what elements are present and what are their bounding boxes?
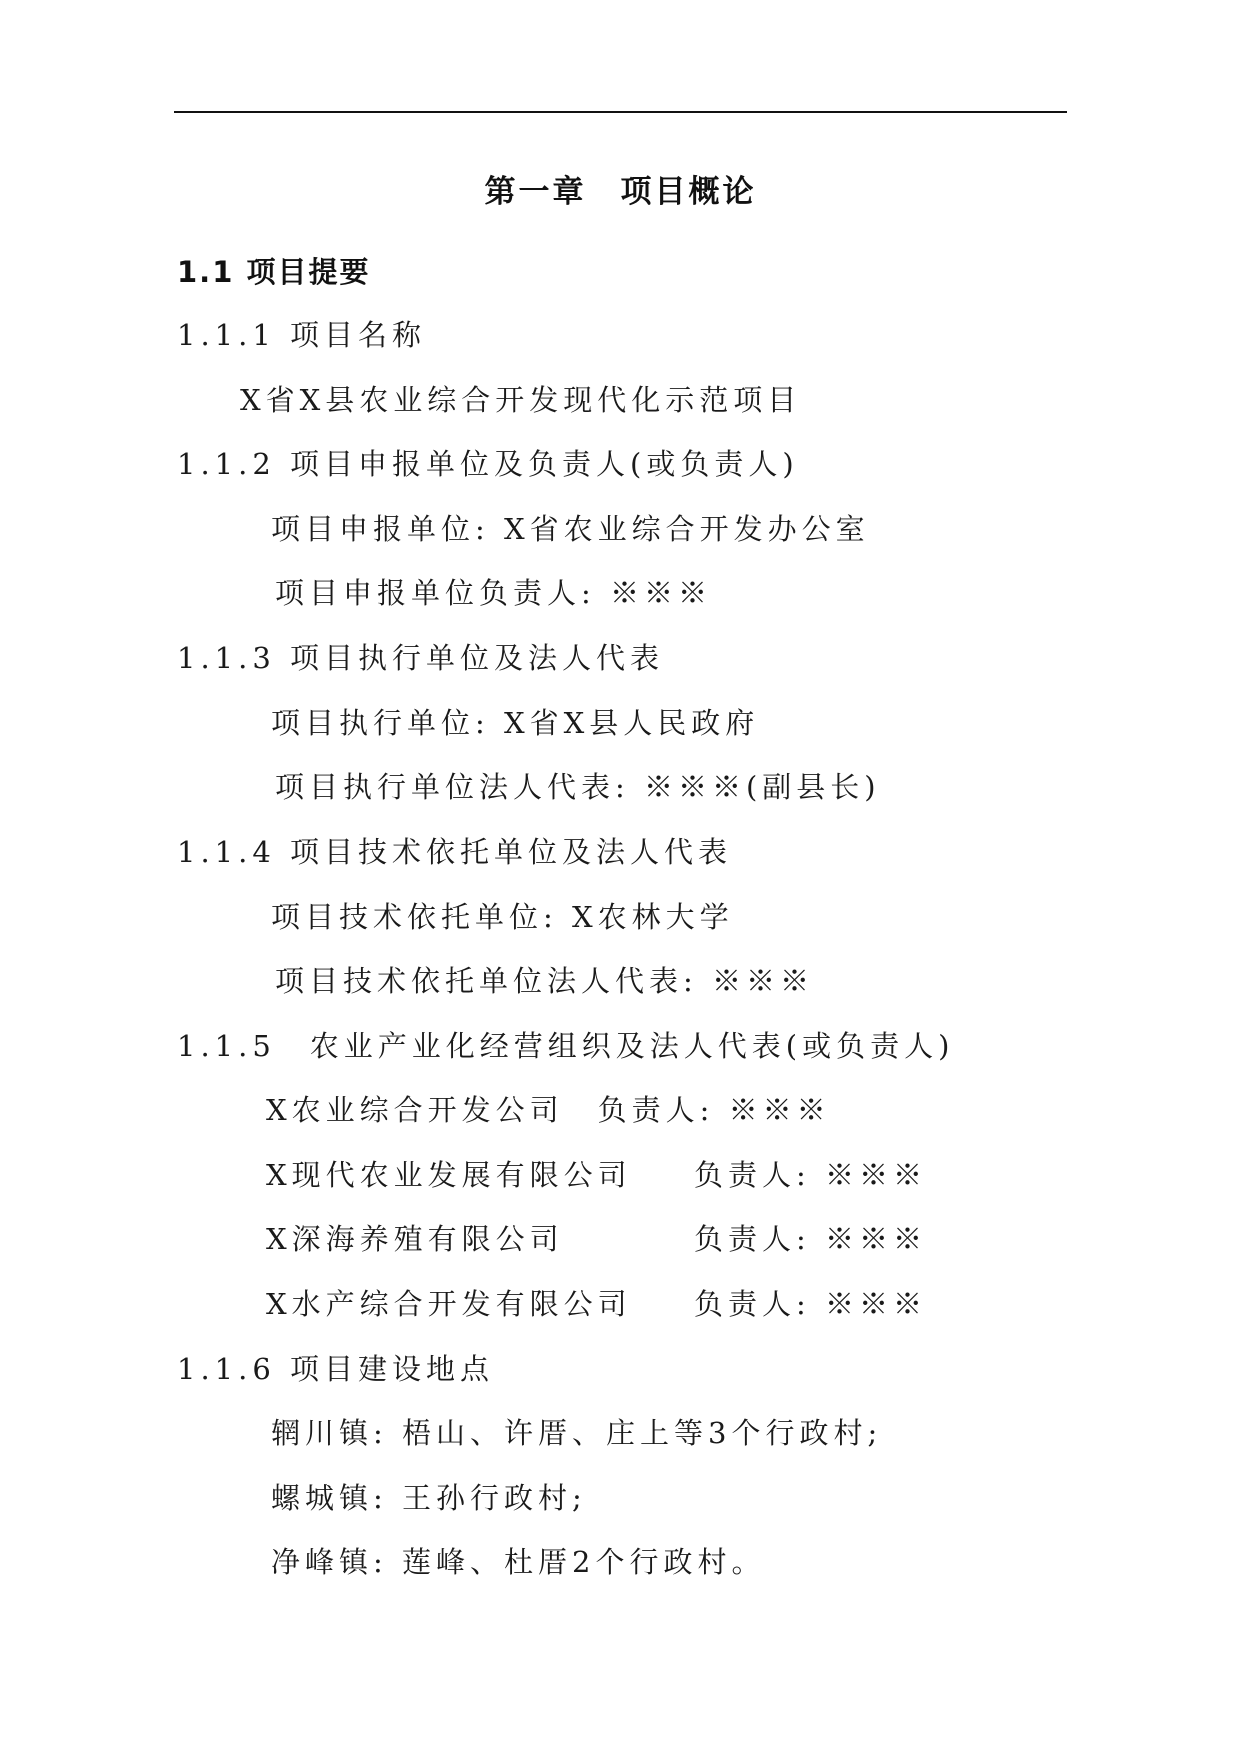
applicant-person: 项目申报单位负责人: ※※※ [275,576,712,610]
org-row-3-responsible: 负责人: ※※※ [694,1222,927,1256]
org-row-3-name: X深海养殖有限公司 [266,1222,564,1256]
executing-unit: 项目执行单位: X省X县人民政府 [271,706,760,740]
tech-support-unit: 项目技术依托单位: X农林大学 [271,900,734,934]
project-name: X省X县农业综合开发现代化示范项目 [240,383,802,417]
subsection-heading-1-1-3: 1.1.3 项目执行单位及法人代表 [177,641,665,675]
org-row-2-responsible: 负责人: ※※※ [694,1158,927,1192]
org-row-4-name: X水产综合开发有限公司 [266,1287,632,1321]
location-1: 辋川镇: 梧山、许厝、庄上等3个行政村; [271,1416,883,1450]
subsection-heading-1-1-6: 1.1.6 项目建设地点 [177,1352,495,1386]
org-row-4-responsible: 负责人: ※※※ [694,1287,927,1321]
tech-support-person: 项目技术依托单位法人代表: ※※※ [275,964,814,998]
section-title: 1.1 项目提要 [177,255,371,289]
subsection-heading-1-1-4: 1.1.4 项目技术依托单位及法人代表 [177,835,733,869]
location-3: 净峰镇: 莲峰、杜厝2个行政村。 [271,1545,766,1579]
subsection-heading-1-1-5: 1.1.5 农业产业化经营组织及法人代表(或负责人) [177,1029,955,1063]
chapter-title: 第一章 项目概论 [484,174,757,210]
location-2: 螺城镇: 王孙行政村; [271,1481,587,1515]
subsection-heading-1-1-1: 1.1.1 项目名称 [177,318,427,352]
org-row-1: X农业综合开发公司 负责人: ※※※ [266,1093,831,1127]
header-rule [174,111,1067,113]
org-row-2-name: X现代农业发展有限公司 [266,1158,632,1192]
executing-person: 项目执行单位法人代表: ※※※(副县长) [275,770,881,804]
applicant-unit: 项目申报单位: X省农业综合开发办公室 [271,512,870,546]
subsection-heading-1-1-2: 1.1.2 项目申报单位及负责人(或负责人) [177,447,799,481]
